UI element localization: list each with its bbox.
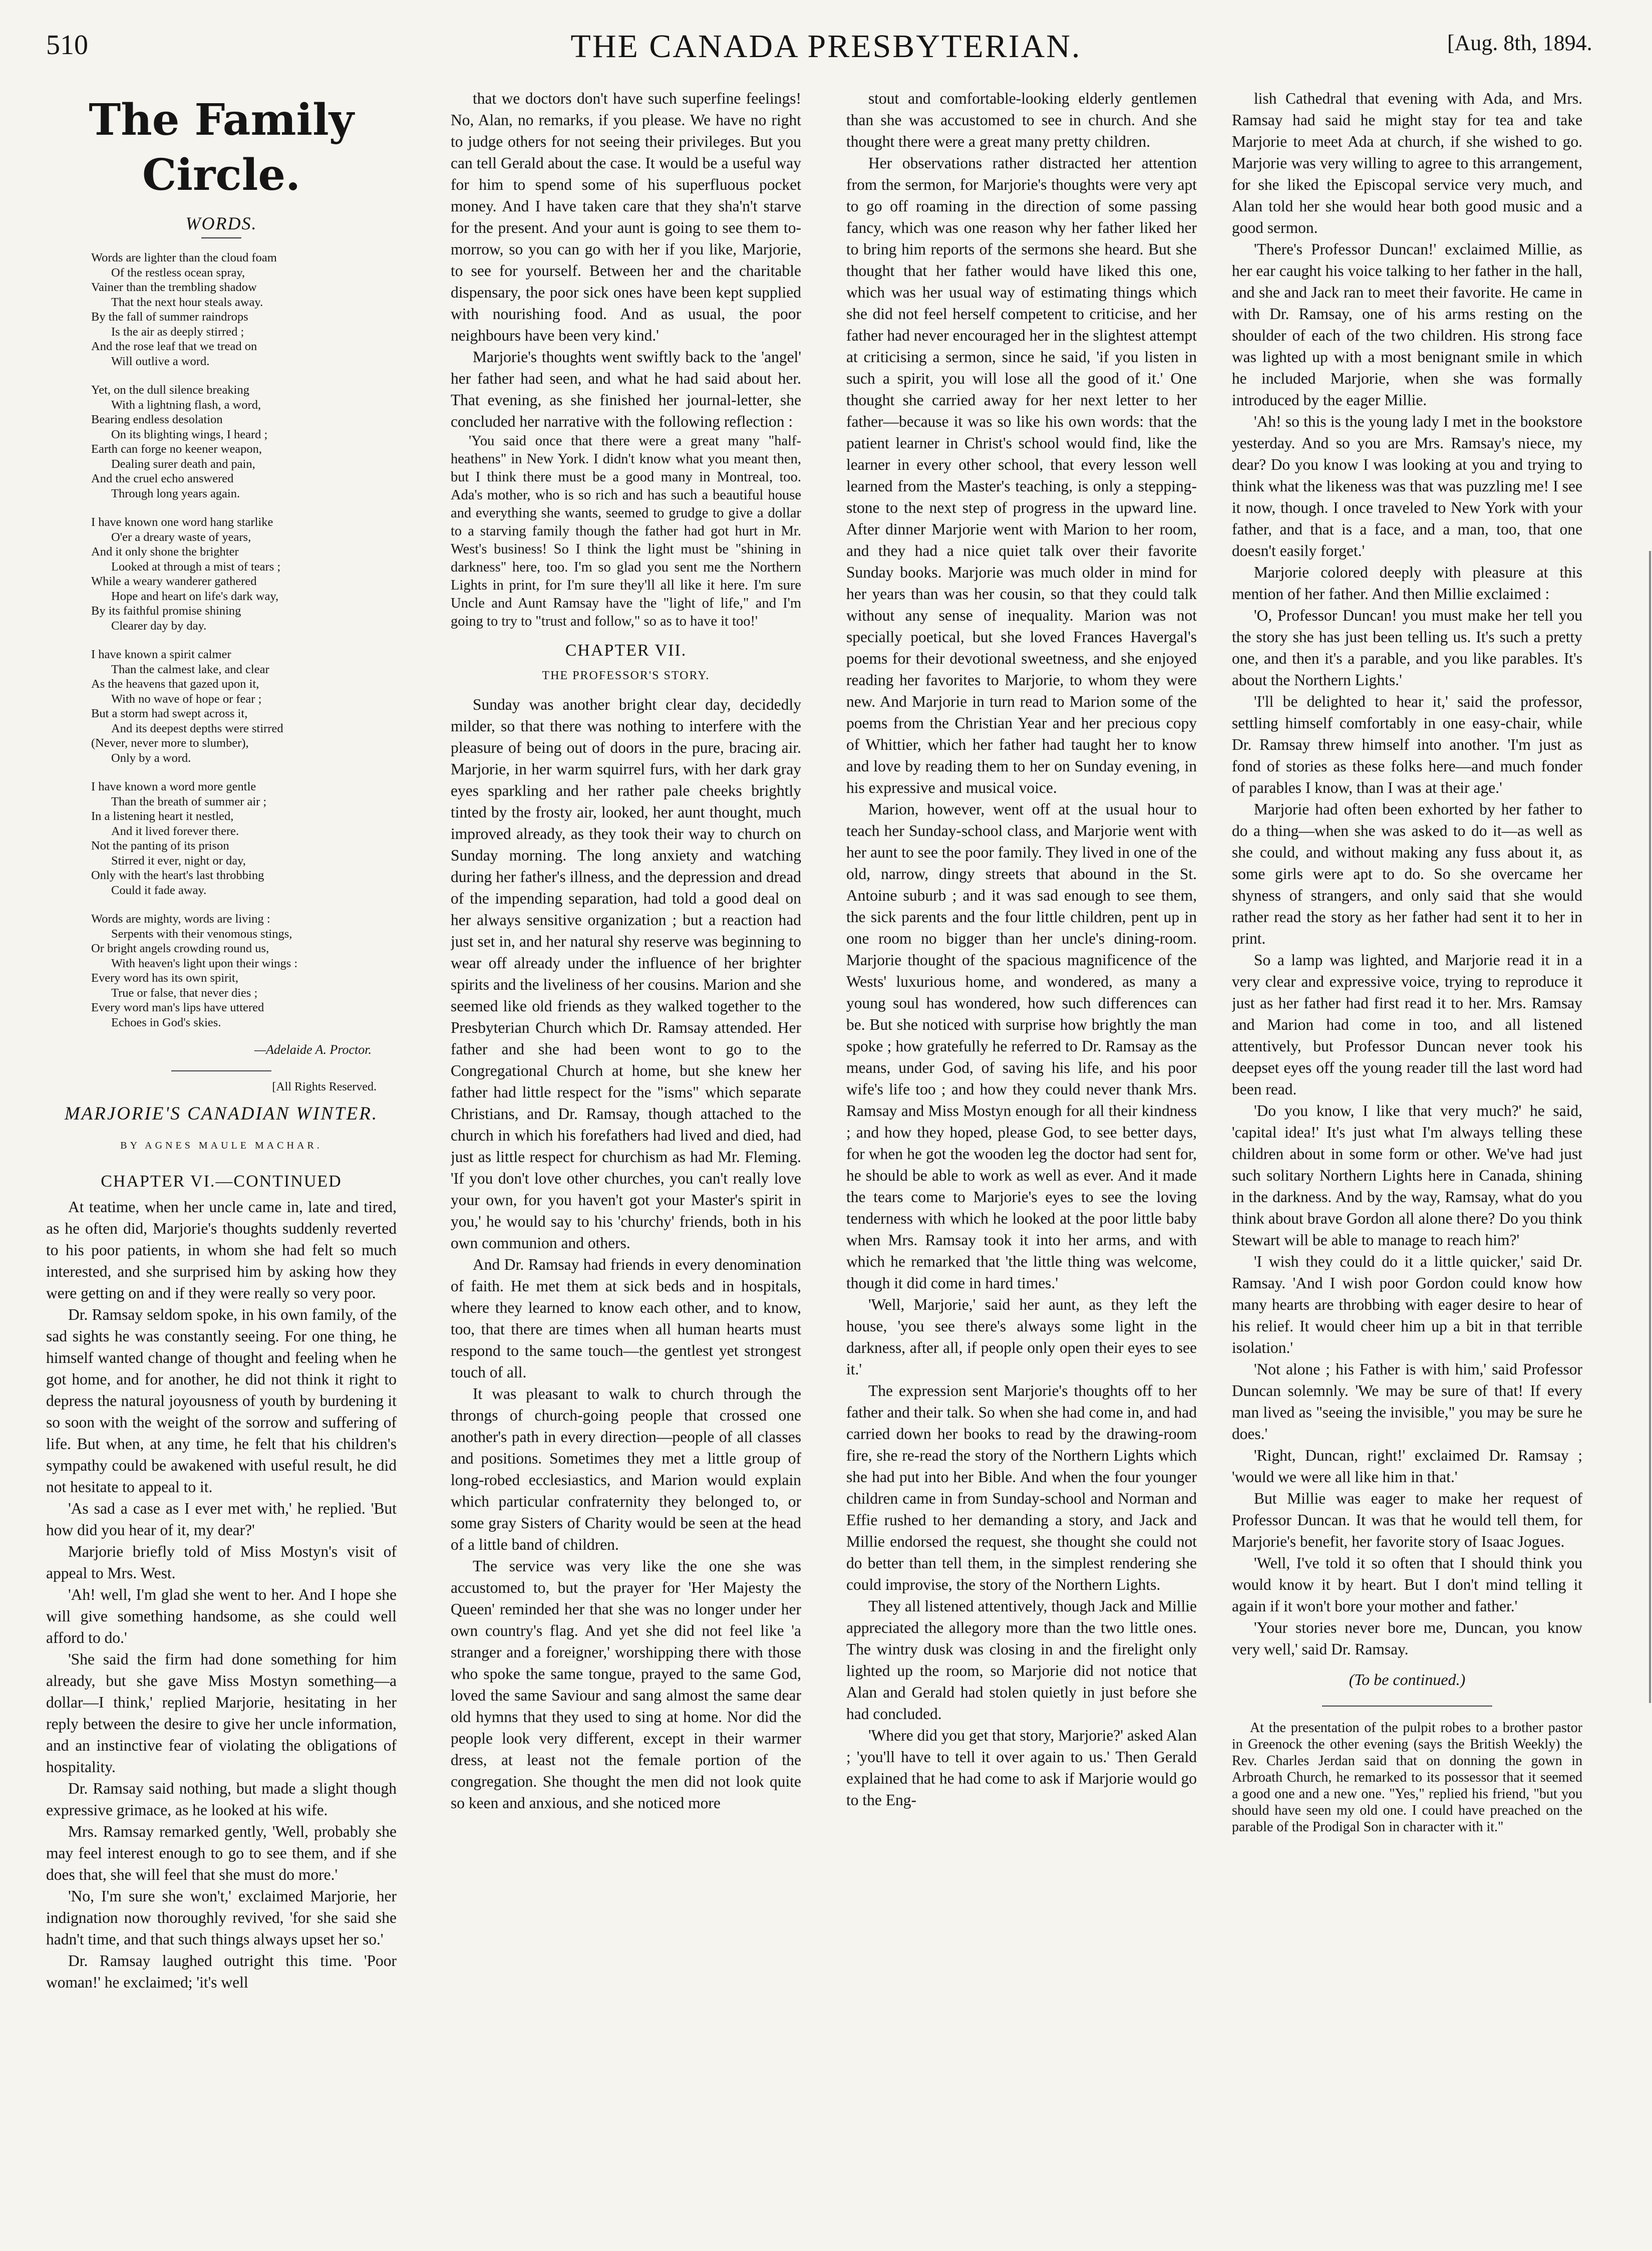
column-3-text <box>846 88 1197 1811</box>
paragraph: 'Right, Duncan, right!' exclaimed Dr. Ramsay ; 'would we were all like him in that.' <box>1232 1447 1582 1486</box>
page-number: 510 <box>46 30 88 61</box>
poem-line: Stirred it ever, night or day, <box>111 854 246 868</box>
poem-line: True or false, that never dies ; <box>111 986 258 1000</box>
poem-line: Or bright angels crowding round us, <box>91 942 269 955</box>
poem-line: Every word has its own spirit, <box>91 971 238 985</box>
poem-line: Not the panting of its prison <box>91 839 229 853</box>
divider <box>171 1070 271 1071</box>
poem-line: I have known a word more gentle <box>91 780 256 793</box>
paragraph: At teatime, when her uncle came in, late and tired, as he often did, Marjorie's thoughts suddenly reverted to his poor patients, in whom she had felt so much interested, and she surprised him by asking how they were getting on and if they were really so very poor. <box>46 1198 397 1302</box>
paragraph: 'I'll be delighted to hear it,' said the professor, settling himself comfortably in one easy-chair, while Dr. Ramsay threw himself into another. 'I'm just as fond of stories as these folks here—and much fonder of parables I know, than I was at their age.' <box>1232 693 1582 796</box>
paragraph: 'No, I'm sure she won't,' exclaimed Marjorie, her indignation now thoroughly revived, 'for she said she hadn't time, and that such things always upset her so.' <box>46 1887 397 1948</box>
poem-line: Clearer day by day. <box>111 619 207 633</box>
poem-line: I have known a spirit calmer <box>91 648 231 661</box>
poem-line: In a listening heart it nestled, <box>91 809 234 823</box>
paragraph: Marjorie's thoughts went swiftly back to the 'angel' her father had seen, and what he had said about her. That evening, as she finished her journal-letter, she concluded her narrative with the following reflection : <box>451 348 801 430</box>
paragraph: Her observations rather distracted her attention from the sermon, for Marjorie's thoughts were very apt to go off roaming in the direction of some passing fancy, which was one reason why her father liked her to bring him reports of the sermons she heard. But she thought that her father would have liked this one, which was her usual way of estimating things which she did not feel herself competent to criticise, and her father had never encouraged her in the slightest attempt at criticising a sermon, since he said, 'if you listen in such a spirit, you will lose all the good of it.' One thought she carried away for her next letter to her father—because it was so like his own words: that the patient learner in Christ's school would find, like the learner in every other school, that every lesson well learned from the Master's teaching, is only a stepping-stone to the next step of progress in the upward line. After dinner Marjorie went with Marion to her room, and they had a nice quiet talk over their favorite Sunday books. Marjorie was much older in mind for her years than was her cousin, so that they could talk without any sense of inequality. Marion was not specially poetical, but she loved Frances Havergal's poems for their devotional sweetness, and she enjoyed reading her favorites to Marjorie, to whom they were new. And Marjorie in turn read to Marion some of the poems from the Christian Year and her precious copy of Whittier, which her father had taught her to know and love by reading them to her on Sunday evening, in his expressive and musical voice. <box>846 154 1197 796</box>
column-2-text-top <box>451 88 801 432</box>
poem-author: —Adelaide A. Proctor. <box>254 1042 372 1057</box>
column-3 <box>846 88 1197 2236</box>
paragraph: The service was very like the one she was accustomed to, but the prayer for 'Her Majesty the Queen' reminded her that she was no longer under her own country's flag. And yet she did not feel like 'a stranger and a foreigner,' worshipping there with those who spoke the same tongue, prayed to the same God, loved the same Saviour and sang almost the same dear old hymns that they used to sing at home. Nor did the people look very different, except in their warmer dress, at least not the female portion of the congregation. She thought the men did not look quite so keen and anxious, and she noticed more <box>451 1557 801 1812</box>
paragraph: And Dr. Ramsay had friends in every denomination of faith. He met them at sick beds and in hospitals, where they learned to know each other, and to know, too, that there are times when all human hearts must respond to the same touch—the gentlest yet strongest touch of all. <box>451 1256 801 1381</box>
column-2-text-bottom <box>451 694 801 1814</box>
newspaper-title: THE CANADA PRESBYTERIAN. <box>570 28 1082 65</box>
poem-stanza <box>91 250 397 369</box>
poem-line: And it only shone the brighter <box>91 545 239 558</box>
paragraph: 'O, Professor Duncan! you must make her tell you the story she has just been telling us. It's such a pretty one, and then it's a parable, and you like parables. It's about the Northern Lights.' <box>1232 607 1582 689</box>
poem-line: Every word man's lips have uttered <box>91 1001 264 1014</box>
poem-line: Words are lighter than the cloud foam <box>91 251 277 264</box>
paragraph: It was pleasant to walk to church through the throngs of church-going people that crossed one another's path in every direction—people of all classes and positions. Sometimes they met a little group of long-robed ecclesiastics, and Marion would explain which particular confraternity they belonged to, or some gray Sisters of Charity would be seen at the head of a little band of children. <box>451 1385 801 1553</box>
rights-notice: [All Rights Reserved. <box>272 1080 377 1093</box>
poem-line: Than the breath of summer air ; <box>111 794 267 808</box>
poem-line: And its deepest depths were stirred <box>111 721 283 735</box>
poem-line: And it lived forever there. <box>111 824 239 838</box>
page-header <box>0 0 1652 75</box>
paragraph: 'Your stories never bore me, Duncan, you know very well,' said Dr. Ramsay. <box>1232 1619 1582 1658</box>
right-edge-rule <box>1649 551 1651 1703</box>
poem-line: Bearing endless desolation <box>91 413 223 426</box>
paragraph: Dr. Ramsay laughed outright this time. 'Poor woman!' he exclaimed; 'it's well <box>46 1952 397 1991</box>
poem-line: With heaven's light upon their wings : <box>111 956 298 970</box>
paragraph: 'Not alone ; his Father is with him,' said Professor Duncan solemnly. 'We may be sure of that! If every man lived as "seeing the invisible," you may be sure he does.' <box>1232 1360 1582 1443</box>
to-be-continued: (To be continued.) <box>1349 1670 1466 1689</box>
poem-stanza <box>91 383 397 501</box>
news-note <box>1232 1720 1582 1835</box>
poem-line: Earth can forge no keener weapon, <box>91 442 262 456</box>
paragraph: Marion, however, went off at the usual hour to teach her Sunday-school class, and Marjorie went with her aunt to see the poor family. They lived in one of the old, narrow, dingy streets that abound in the St. Antoine suburb ; and it was sad enough to see them, the sick parents and the four little children, pent up in one room no bigger than her uncle's dining-room. Marjorie thought of the spacious magnificence of the Wests' luxurious home, and wondered, as many a young soul has wondered, how such differences can be. But she noticed with surprise how brightly the man spoke ; how gratefully he referred to Dr. Ramsay as the means, under God, of saving his life, and his poor wife's life too ; and how they could never thank Mrs. Ramsay and Miss Mostyn enough for all their kindness ; and how they hoped, please God, to see better days, for when he got the wooden leg the doctor had sent for, he should be able to work as well as ever. And it made the tears come to Marjorie's eyes to see the loving tenderness with which he looked at the poor little baby when Mrs. Ramsay took it into her arms, and with which he remarked that 'the little thing was welcome, though it did come in hard times.' <box>846 800 1197 1292</box>
paragraph: 'Ah! so this is the young lady I met in the bookstore yesterday. And so you are Mrs. Ramsay's niece, my dear? Do you know I was looking at you and trying to think what the likeness was that was puzzling me! I see it now, though. I once traveled to New York with your father, and that is a face, and a man, too, that one doesn't easily forget.' <box>1232 413 1582 559</box>
paragraph: So a lamp was lighted, and Marjorie read it in a very clear and expressive voice, trying to reproduce it just as her father had first read it to her. Mrs. Ramsay and Marion had come in too, and all listened attentively, but Professor Duncan never took his deepset eyes off the young reader till the last word had been read. <box>1232 951 1582 1098</box>
column-4 <box>1232 88 1582 2236</box>
poem-line: With no wave of hope or fear ; <box>111 692 262 706</box>
poem-line: That the next hour steals away. <box>111 295 263 309</box>
paragraph: 'Where did you get that story, Marjorie?' asked Alan ; 'you'll have to tell it over again to us.' Then Gerald explained that he had come to ask if Marjorie would go to the Eng- <box>846 1727 1197 1809</box>
story-title: MARJORIE'S CANADIAN WINTER. <box>64 1103 379 1124</box>
poem-line: Of the restless ocean spray, <box>111 265 245 279</box>
poem-line: While a weary wanderer gathered <box>91 575 257 588</box>
paragraph: Marjorie had often been exhorted by her father to do a thing—when she was asked to do it—as well as she could, and without making any fuss about it, as some girls were apt to do. So she overcame her shyness of strangers, and only said that she would rather read the story as her father had sent it to her in print. <box>1232 800 1582 947</box>
paragraph: stout and comfortable-looking elderly gentlemen than she was accustomed to see in church. And she thought there were a great many pretty children. <box>846 90 1197 150</box>
poem-stanza <box>91 515 397 633</box>
poem-line: And the rose leaf that we tread on <box>91 340 257 353</box>
poem-line: Serpents with their venomous stings, <box>111 927 292 941</box>
column-1-text <box>46 1196 397 1993</box>
poem-stanza <box>91 912 397 1030</box>
divider <box>201 237 241 238</box>
poem-stanza <box>91 647 397 765</box>
paragraph: that we doctors don't have such superfine feelings! No, Alan, no remarks, if you please. We have no right to judge others for not seeing their privileges. But you can tell Gerald about the case. It would be a useful way for him to spend some of his superfluous pocket money. And I have taken care that they sha'n't starve for the present. And your aunt is going to see them to-morrow, so you can go with her if you like, Marjorie, to see for yourself. Between her and the charitable dispensary, the poor sick ones have been kept supplied with nourishing food. And as usual, the poor neighbours have been very kind.' <box>451 90 801 344</box>
note-paragraph: At the presentation of the pulpit robes to a brother pastor in Greenock the other evening (says the British Weekly) the Rev. Charles Jerdan said that on donning the gown in Arbroath Church, he remarked to its possessor that it seemed a good one and a new one. "Yes," replied his friend, "but you should have seen my old one. I could have preached on the parable of the Prodigal Son in character with it." <box>1232 1720 1582 1835</box>
paragraph: 'I wish they could do it a little quicker,' said Dr. Ramsay. 'And I wish poor Gordon could know how many hearts are throbbing with eager desire to hear of his relief. It would cheer him up a bit in that terrible isolation.' <box>1232 1253 1582 1356</box>
story-author: BY AGNES MAULE MACHAR. <box>120 1140 322 1151</box>
paragraph: Dr. Ramsay seldom spoke, in his own family, of the sad sights he was constantly seeing. For one thing, he himself wanted change of thought and feeling when he got home, and for another, he did not think it right to depress the natural joyousness of youth by burdening it so soon with the weight of the sorrow and suffering of life. But when, at any time, he felt that his children's sympathy could be awakened with useful result, he did not hesitate to appeal to it. <box>46 1306 397 1496</box>
poem-line: Words are mighty, words are living : <box>91 912 270 926</box>
poem-line: Will outlive a word. <box>111 354 210 368</box>
poem-line: Hope and heart on life's dark way, <box>111 589 279 603</box>
poem-line: Echoes in God's skies. <box>111 1015 221 1029</box>
poem-line: (Never, never more to slumber), <box>91 736 249 750</box>
paragraph: 'Do you know, I like that very much?' he said, 'capital idea!' It's just what I'm always telling these children about in some form or other. We've had just such solitary Northern Lights here in Canada, shining in the darkness. And by the way, Ramsay, what do you think about brave Gordon all alone there? Do you think Stewart will be able to manage to reach him?' <box>1232 1102 1582 1249</box>
poem-line: Only with the heart's last throbbing <box>91 869 264 882</box>
poem-line: With a lightning flash, a word, <box>111 398 261 412</box>
poem-line: As the heavens that gazed upon it, <box>91 677 259 691</box>
poem-line: Yet, on the dull silence breaking <box>91 383 249 397</box>
poem-stanza <box>91 779 397 898</box>
paragraph: 'Well, I've told it so often that I should think you would know it by heart. But I don't mind telling it again if it won't bore your mother and father.' <box>1232 1554 1582 1615</box>
paragraph: 'There's Professor Duncan!' exclaimed Millie, as her ear caught his voice talking to her father in the hall, and she and Jack ran to meet their favorite. He came in with Dr. Ramsay, one of his arms resting on the shoulder of each of the two children. His strong face was lighted up with a most benignant smile in which he included Marjorie, when she was formally introduced by the eager Millie. <box>1232 240 1582 409</box>
poem-line: Is the air as deeply stirred ; <box>111 325 244 339</box>
poem-line: Only by a word. <box>111 751 191 765</box>
poem-line: By the fall of summer raindrops <box>91 310 248 324</box>
letter-paragraph: 'You said once that there were a great many "half-heathens" in New York. I didn't know what you meant then, but I think there must be a good many in Montreal, too. Ada's mother, who is so rich and has such a beautiful house and everything she wants, seemed to grudge to give a dollar to a starving family though the father had got hurt in Mr. West's business! So I think the light must be "shining in darkness" here, too. I'm so glad you sent me the Northern Lights in print, for I'm sure they'll all like it here. I'm sure Uncle and Aunt Ramsay have the "light of life," and I'm going to try to "trust and follow," so as to have it too!' <box>451 433 801 629</box>
paragraph: 'Ah! well, I'm glad she went to her. And I hope she will give something handsome, as she could well afford to do.' <box>46 1586 397 1646</box>
journal-letter <box>451 432 801 631</box>
paragraph: Sunday was another bright clear day, decidedly milder, so that there was nothing to interfere with the pleasure of being out of doors in the pure, bracing air. Marjorie, in her warm squirrel furs, with her dark gray eyes sparkling and her rather pale cheeks brightly tinted by the frosty air, looked, her aunt thought, much improved already, as they took their way to church on Sunday morning. The long anxiety and watching during her father's illness, and the depression and dread of the impending separation, had told a good deal on her always sensitive organization ; but a reaction had just set in, and her natural shy reserve was beginning to wear off already under the influence of her brighter spirits and the liveliness of her cousins. Marion and she seemed like old friends as they walked together to the Presbyterian Church which Dr. Ramsay attended. Her father and she had been wont to go to the Congregational Church at home, but she knew her father had little respect for the "isms" which separate Christians, and Dr. Ramsay, though attached to the church in which his forefathers had lived and died, had just as little respect for churchism as had Mr. Fleming. 'If you don't love other churches, you can't really love your own, for you haven't got your Master's spirit in you,' he would say to his 'churchy' friends, both in his own communion and others. <box>451 696 801 1252</box>
paragraph: Marjorie colored deeply with pleasure at this mention of her father. And then Millie exclaimed : <box>1232 564 1582 603</box>
poem-line: And the cruel echo answered <box>91 472 234 485</box>
issue-date: [Aug. 8th, 1894. <box>1447 31 1592 55</box>
poem-line: Vainer than the trembling shadow <box>91 280 257 294</box>
poem-line: Than the calmest lake, and clear <box>111 662 269 676</box>
section-title: The Family Circle. <box>89 95 354 200</box>
poem-line: By its faithful promise shining <box>91 604 241 618</box>
paragraph: The expression sent Marjorie's thoughts off to her father and their talk. So when she had come in, and had carried down her books to read by the drawing-room fire, she re-read the story of the Northern Lights which she had put into her Bible. And when the four younger children came in from Sunday-school and Norman and Effie rushed to her demanding a story, and Jack and Millie endorsed the request, she thought she could not do better than tell them, in the simplest rendering she could improvise, the story of the Northern Lights. <box>846 1382 1197 1593</box>
paragraph: 'Well, Marjorie,' said her aunt, as they left the house, 'you see there's always some light in the darkness, after all, if people only open their eyes to see it.' <box>846 1296 1197 1378</box>
poem-line: Could it fade away. <box>111 883 207 897</box>
chapter-heading: CHAPTER VII. <box>565 641 687 660</box>
poem-title: WORDS. <box>185 213 257 233</box>
column-1 <box>46 88 397 2236</box>
poem-line: I have known one word hang starlike <box>91 515 273 529</box>
poem-line: Looked at through a mist of tears ; <box>111 559 281 574</box>
column-4-text <box>1232 88 1582 1660</box>
paragraph: 'She said the firm had done something for him already, but she gave Miss Mostyn something—a dollar—I think,' replied Marjorie, hesitating in her reply between the desire to give her uncle information, and an instinctive fear of violating the obligations of hospitality. <box>46 1650 397 1776</box>
poem-line: Dealing surer death and pain, <box>111 457 255 471</box>
paragraph: 'As sad a case as I ever met with,' he replied. 'But how did you hear of it, my dear?' <box>46 1500 397 1539</box>
column-2 <box>451 88 801 2236</box>
paragraph: Dr. Ramsay said nothing, but made a slight though expressive grimace, as he looked at his wife. <box>46 1780 397 1819</box>
poem-line: O'er a dreary waste of years, <box>111 530 251 544</box>
paragraph: They all listened attentively, though Jack and Millie appreciated the allegory more than the two little ones. The wintry dusk was closing in and the firelight only lighted up the room, so Marjorie did not notice that Alan and Gerald had stolen quietly in just before she had concluded. <box>846 1597 1197 1723</box>
chapter-subtitle: THE PROFESSOR'S STORY. <box>542 669 710 682</box>
chapter-heading: CHAPTER VI.—CONTINUED <box>101 1172 342 1191</box>
paragraph: Mrs. Ramsay remarked gently, 'Well, probably she may feel interest enough to go to see them, and if she does that, she will feel that she must do more.' <box>46 1823 397 1883</box>
poem-line: On its blighting wings, I heard ; <box>111 427 268 441</box>
paragraph: But Millie was eager to make her request of Professor Duncan. It was that he would tell them, for Marjorie's benefit, her favorite story of Isaac Jogues. <box>1232 1490 1582 1550</box>
paragraph: Marjorie briefly told of Miss Mostyn's visit of appeal to Mrs. West. <box>46 1543 397 1582</box>
divider <box>1322 1706 1492 1707</box>
poem-body <box>91 250 397 1030</box>
poem-line: Through long years again. <box>111 486 240 500</box>
paragraph: lish Cathedral that evening with Ada, and Mrs. Ramsay had said he might stay for tea and take Marjorie to meet Ada at church, if she wished to go. Marjorie was very willing to agree to this arrangement, for she liked the Episcopal service very much, and Alan told her she would hear both good music and a good sermon. <box>1232 90 1582 236</box>
poem-line: But a storm had swept across it, <box>91 707 248 720</box>
